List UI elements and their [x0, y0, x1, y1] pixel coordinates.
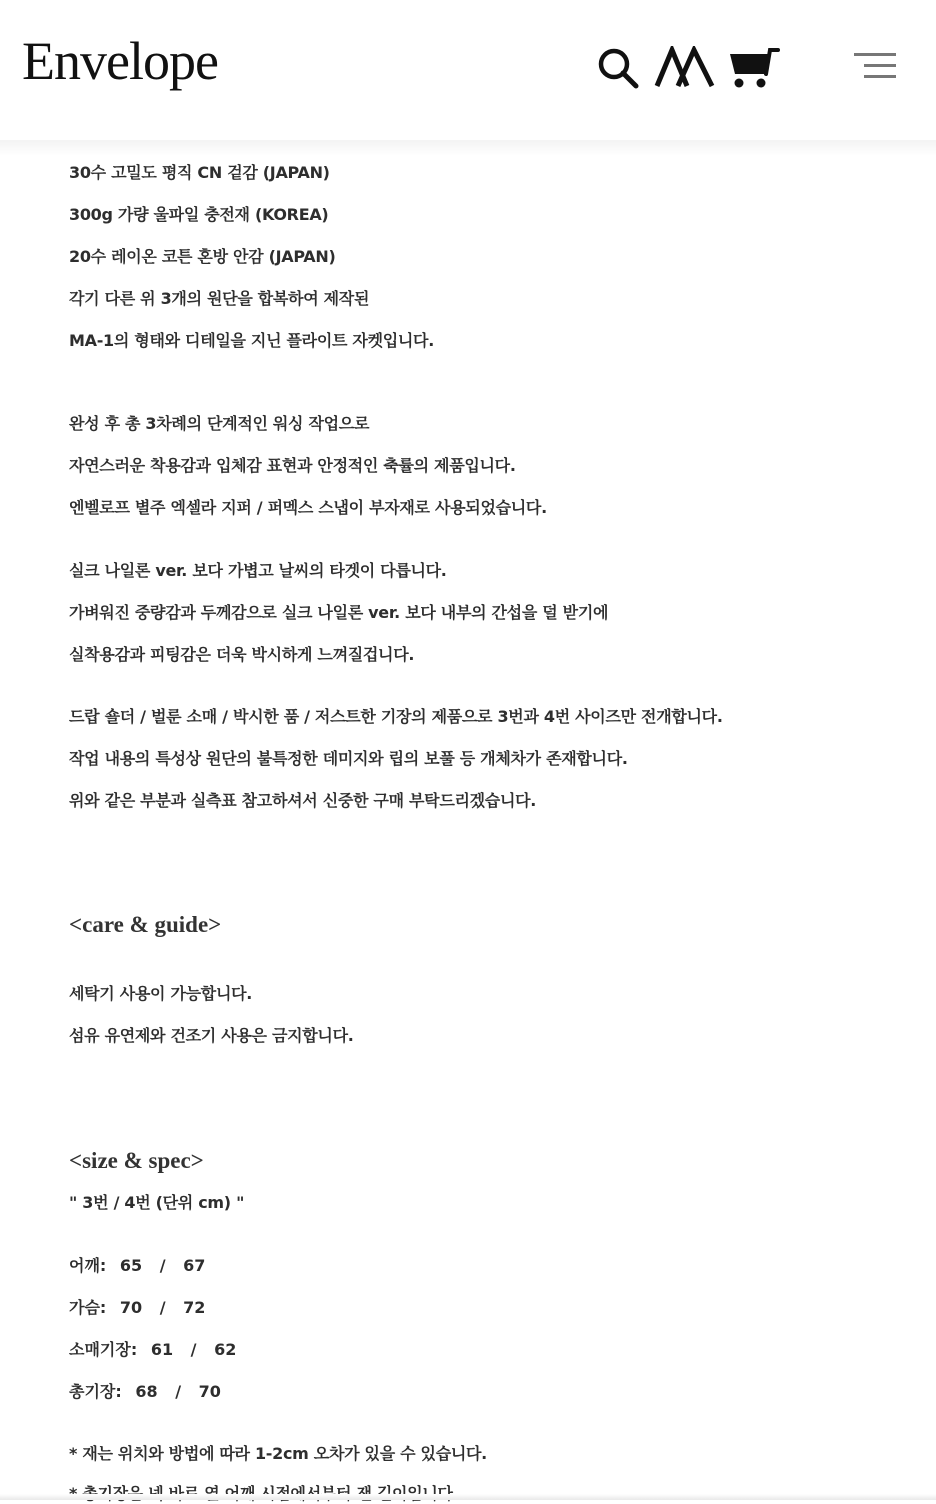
cart-button[interactable]	[728, 44, 780, 90]
spec-size4: 62	[214, 1340, 237, 1359]
menu-button[interactable]	[850, 50, 900, 82]
spec-label: 소매기장:	[69, 1340, 138, 1359]
spec-size3: 61	[150, 1340, 174, 1359]
description-line: 실착용감과 피팅감은 더욱 박시하게 느껴질겁니다.	[69, 645, 415, 664]
spec-size4: 70	[198, 1382, 221, 1401]
hamburger-menu-icon	[850, 50, 900, 82]
spec-label: 가슴:	[69, 1298, 107, 1317]
spec-size3: 68	[135, 1382, 158, 1401]
description-line: 작업 내용의 특성상 원단의 불특정한 데미지와 립의 보풀 등 개체차가 존재합니다.	[69, 749, 628, 768]
spec-row-length	[69, 1382, 221, 1402]
description-line: 300g 가량 울파일 충전재 (KOREA)	[69, 205, 329, 224]
description-line: 20수 레이온 코튼 혼방 안감 (JAPAN)	[69, 247, 336, 266]
brand-icon	[654, 46, 716, 88]
spec-size3: 70	[119, 1298, 143, 1317]
size-unit-note: " 3번 / 4번 (단위 cm) "	[69, 1193, 245, 1212]
site-header	[0, 0, 936, 140]
logo[interactable]: Envelope	[22, 31, 218, 91]
description-line: 30수 고밀도 평직 CN 겉감 (JAPAN)	[69, 163, 330, 182]
scroll-edge	[0, 1494, 936, 1500]
description-line: 각기 다른 위 3개의 원단을 합복하여 제작된	[69, 289, 370, 308]
description-line: 완성 후 총 3차례의 단계적인 워싱 작업으로	[69, 414, 370, 433]
spec-separator: /	[159, 1256, 166, 1275]
spec-row-shoulder	[69, 1256, 205, 1276]
care-guide-heading: <care & guide>	[69, 912, 222, 937]
cart-icon	[728, 44, 780, 90]
description-line: 드랍 숄더 / 벌룬 소매 / 박시한 품 / 저스트한 기장의 제품으로 3번과 4번 사이즈만 전개합니다.	[69, 707, 723, 726]
spec-row-chest	[69, 1298, 205, 1318]
description-line: 가벼워진 중량감과 두께감으로 실크 나일론 ver. 보다 내부의 간섭을 덜 받기에	[69, 603, 609, 622]
spec-size4: 67	[183, 1256, 206, 1275]
spec-size4: 72	[183, 1298, 206, 1317]
description-line: 위와 같은 부분과 실측표 참고하셔서 신중한 구매 부탁드리겠습니다.	[69, 791, 537, 810]
brand-button[interactable]	[654, 46, 716, 88]
search-icon	[596, 46, 640, 90]
spec-separator: /	[175, 1382, 182, 1401]
header-divider	[0, 140, 936, 156]
measurement-note: * 재는 위치와 방법에 따라 1-2cm 오차가 있을 수 있습니다.	[69, 1444, 487, 1463]
spec-label: 어깨:	[69, 1256, 107, 1275]
description-line: 자연스러운 착용감과 입체감 표현과 안정적인 축률의 제품입니다.	[69, 456, 516, 475]
spec-row-sleeve	[69, 1340, 236, 1360]
search-button[interactable]	[596, 46, 640, 90]
spec-separator: /	[190, 1340, 197, 1359]
care-line: 세탁기 사용이 가능합니다.	[69, 984, 253, 1003]
care-line: 섬유 유연제와 건조기 사용은 금지합니다.	[69, 1026, 354, 1045]
spec-size3: 65	[119, 1256, 143, 1275]
description-line: 실크 나일론 ver. 보다 가볍고 날씨의 타겟이 다릅니다.	[69, 561, 447, 580]
description-line: MA-1의 형태와 디테일을 지닌 플라이트 자켓입니다.	[69, 331, 434, 350]
size-spec-heading: <size & spec>	[69, 1148, 204, 1173]
spec-label: 총기장:	[69, 1382, 122, 1401]
spec-separator: /	[159, 1298, 166, 1317]
description-line: 엔벨로프 별주 엑셀라 지퍼 / 퍼멕스 스냅이 부자재로 사용되었습니다.	[69, 498, 547, 517]
